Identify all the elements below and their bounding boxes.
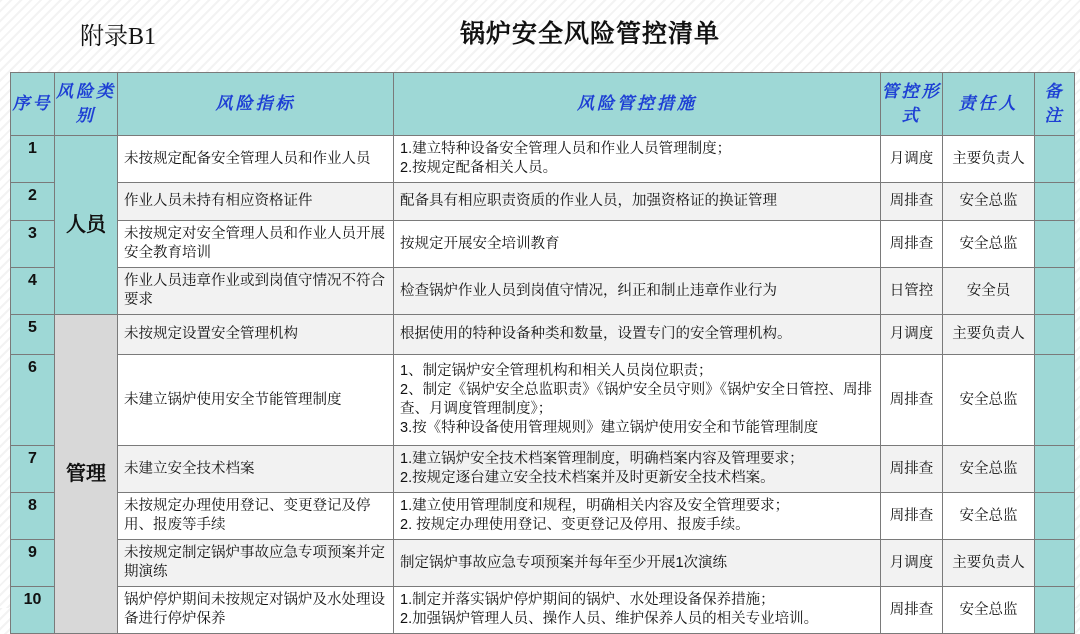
note-cell [1035, 221, 1075, 268]
row-number: 7 [11, 446, 55, 493]
risk-indicator: 未按规定办理使用登记、变更登记及停用、报废等手续 [118, 493, 394, 540]
control-form: 周排查 [881, 587, 943, 634]
table-row [11, 587, 1075, 634]
responsible-person: 主要负责人 [943, 315, 1035, 355]
responsible-person: 安全总监 [943, 587, 1035, 634]
responsible-person: 安全员 [943, 268, 1035, 315]
note-cell [1035, 315, 1075, 355]
table-row [11, 493, 1075, 540]
risk-indicator: 未按规定对安全管理人员和作业人员开展安全教育培训 [118, 221, 394, 268]
table-row [11, 183, 1075, 221]
col-header-owner: 责任人 [943, 73, 1035, 136]
note-cell [1035, 493, 1075, 540]
control-form: 周排查 [881, 493, 943, 540]
control-measure: 制定锅炉事故应急专项预案并每年至少开展1次演练 [394, 540, 881, 587]
control-measure: 1.建立使用管理制度和规程，明确相关内容及安全管理要求； 2. 按规定办理使用登记、变更登记及停用、报废手续。 [394, 493, 881, 540]
risk-indicator: 未按规定设置安全管理机构 [118, 315, 394, 355]
table-row [11, 446, 1075, 493]
note-cell [1035, 136, 1075, 183]
table-row [11, 540, 1075, 587]
row-number: 5 [11, 315, 55, 355]
risk-control-table [10, 72, 1075, 634]
control-form: 周排查 [881, 446, 943, 493]
control-form: 周排查 [881, 355, 943, 446]
note-cell [1035, 540, 1075, 587]
control-measure: 1.建立锅炉安全技术档案管理制度，明确档案内容及管理要求； 2.按规定逐台建立安全技术档案并及时更新安全技术档案。 [394, 446, 881, 493]
col-header-no: 序号 [11, 73, 55, 136]
row-number: 6 [11, 355, 55, 446]
row-number: 10 [11, 587, 55, 634]
control-measure: 根据使用的特种设备种类和数量，设置专门的安全管理机构。 [394, 315, 881, 355]
control-form: 周排查 [881, 183, 943, 221]
control-form: 日管控 [881, 268, 943, 315]
appendix-label: 附录B1 [80, 24, 157, 50]
control-form: 月调度 [881, 540, 943, 587]
risk-indicator: 未按规定配备安全管理人员和作业人员 [118, 136, 394, 183]
table-row [11, 315, 1075, 355]
page-title: 锅炉安全风险管控清单 [459, 19, 720, 48]
table-row [11, 268, 1075, 315]
col-header-category: 风险类别 [55, 73, 118, 136]
row-number: 1 [11, 136, 55, 183]
responsible-person: 安全总监 [943, 493, 1035, 540]
control-measure: 1、制定锅炉安全管理机构和相关人员岗位职责； 2、制定《锅炉安全总监职责》《锅炉安全员守则》《锅炉安全日管控、周排查、月调度管理制度》； 3.按《特种设备使用管理规则》建立锅炉使用安全和节能管理制度 [394, 355, 881, 446]
col-header-indicator: 风险指标 [118, 73, 394, 136]
risk-indicator: 锅炉停炉期间未按规定对锅炉及水处理设备进行停炉保养 [118, 587, 394, 634]
responsible-person: 主要负责人 [943, 136, 1035, 183]
row-number: 8 [11, 493, 55, 540]
col-header-form: 管控形式 [881, 73, 943, 136]
table-row [11, 355, 1075, 446]
risk-indicator: 未按规定制定锅炉事故应急专项预案并定期演练 [118, 540, 394, 587]
risk-indicator: 未建立安全技术档案 [118, 446, 394, 493]
category-personnel: 人员 [55, 136, 118, 315]
control-measure: 1.建立特种设备安全管理人员和作业人员管理制度； 2.按规定配备相关人员。 [394, 136, 881, 183]
table-row [11, 221, 1075, 268]
control-form: 月调度 [881, 136, 943, 183]
row-number: 3 [11, 221, 55, 268]
row-number: 4 [11, 268, 55, 315]
responsible-person: 安全总监 [943, 446, 1035, 493]
control-measure: 按规定开展安全培训教育 [394, 221, 881, 268]
note-cell [1035, 587, 1075, 634]
control-measure: 1.制定并落实锅炉停炉期间的锅炉、水处理设备保养措施； 2.加强锅炉管理人员、操作人员、维护保养人员的相关专业培训。 [394, 587, 881, 634]
note-cell [1035, 183, 1075, 221]
category-management: 管理 [55, 315, 118, 634]
row-number: 2 [11, 183, 55, 221]
control-measure: 检查锅炉作业人员到岗值守情况，纠正和制止违章作业行为 [394, 268, 881, 315]
control-measure: 配备具有相应职责资质的作业人员，加强资格证的换证管理 [394, 183, 881, 221]
control-form: 周排查 [881, 221, 943, 268]
responsible-person: 主要负责人 [943, 540, 1035, 587]
col-header-measure: 风险管控措施 [394, 73, 881, 136]
note-cell [1035, 446, 1075, 493]
row-number: 9 [11, 540, 55, 587]
risk-indicator: 未建立锅炉使用安全节能管理制度 [118, 355, 394, 446]
risk-indicator: 作业人员未持有相应资格证件 [118, 183, 394, 221]
responsible-person: 安全总监 [943, 221, 1035, 268]
responsible-person: 安全总监 [943, 183, 1035, 221]
risk-indicator: 作业人员违章作业或到岗值守情况不符合要求 [118, 268, 394, 315]
table-row [11, 136, 1075, 183]
control-form: 月调度 [881, 315, 943, 355]
note-cell [1035, 355, 1075, 446]
responsible-person: 安全总监 [943, 355, 1035, 446]
note-cell [1035, 268, 1075, 315]
col-header-note: 备注 [1035, 73, 1075, 136]
table-header-row [11, 73, 1075, 136]
